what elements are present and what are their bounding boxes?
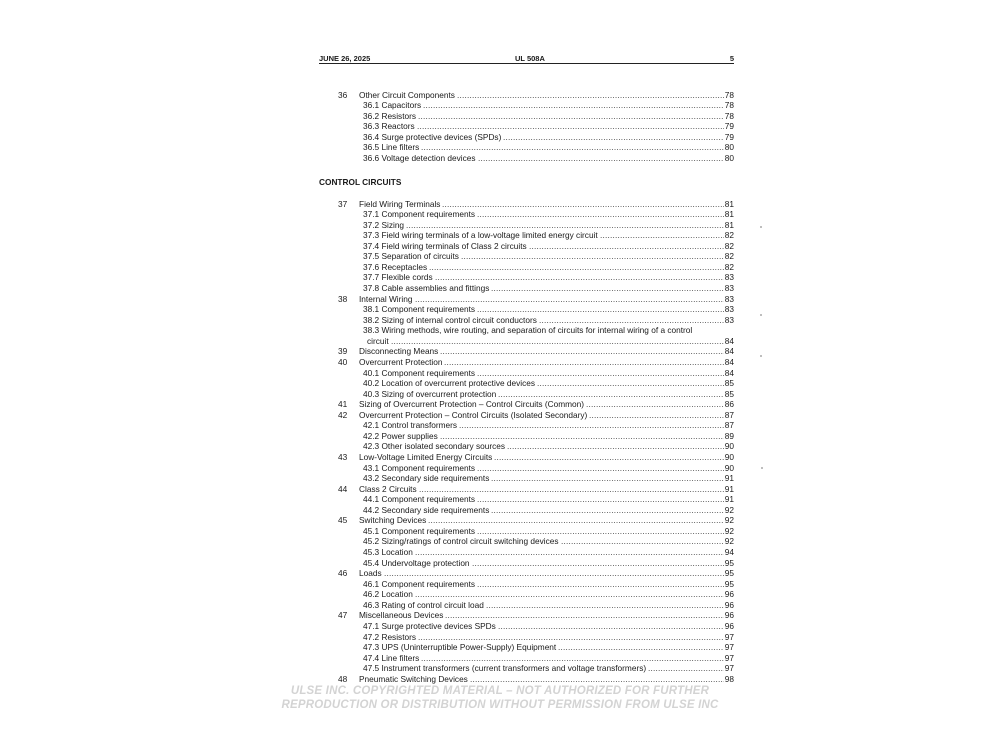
toc-leader-dots — [486, 600, 724, 611]
toc-entry-section — [319, 132, 734, 143]
toc-entry-section — [319, 389, 734, 400]
toc-entry-section — [319, 230, 734, 241]
toc-entry-chapter — [319, 294, 734, 305]
toc-entry-title: 36.4 Surge protective devices (SPDs) — [363, 131, 502, 142]
toc-entry-section — [319, 209, 734, 220]
toc-chapter-number: 39 — [338, 346, 348, 357]
toc-page-number: 78 — [724, 110, 734, 121]
toc-chapter-number: 48 — [338, 673, 348, 684]
toc-chapter-number: 38 — [338, 293, 348, 304]
toc-page-number: 83 — [724, 283, 734, 293]
toc-leader-dots — [428, 515, 724, 526]
section-heading: CONTROL CIRCUITS — [319, 177, 402, 187]
toc-entry-title: 38.3 Wiring methods, wire routing, and separation of circuits for internal wiring of a control — [363, 325, 693, 336]
toc-entry-chapter — [319, 515, 734, 526]
toc-chapter-number: 37 — [338, 198, 348, 209]
toc-page-number: 82 — [724, 230, 734, 241]
toc-entry-section — [319, 621, 734, 632]
toc-leader-dots — [415, 547, 724, 558]
toc-entry-chapter — [319, 674, 734, 685]
watermark-line-1: ULSE INC. COPYRIGHTED MATERIAL – NOT AUTHORIZED FOR FURTHER — [290, 685, 710, 697]
toc-leader-dots — [491, 473, 724, 484]
toc-leader-dots — [507, 441, 724, 452]
toc-page-number: 97 — [724, 663, 734, 674]
toc-entry-section — [319, 378, 734, 389]
toc-entry-section — [319, 642, 734, 653]
toc-page-number: 97 — [724, 652, 734, 663]
toc-entry-section — [319, 632, 734, 643]
scan-speck — [760, 314, 762, 316]
toc-chapter-number: 43 — [338, 451, 348, 462]
toc-page-number: 82 — [724, 251, 734, 262]
toc-entry-title: 46.1 Component requirements — [363, 578, 476, 589]
toc-chapter-number: 47 — [338, 610, 348, 621]
toc-leader-dots — [477, 304, 724, 315]
toc-entry-section — [319, 304, 734, 315]
toc-page-number: 85 — [724, 378, 734, 388]
toc-page-number: 95 — [724, 578, 734, 589]
toc-entry-title: 46.2 Location — [363, 589, 413, 600]
header-rule — [319, 63, 734, 64]
scan-speck — [761, 467, 763, 469]
toc-page-number: 92 — [724, 536, 734, 547]
toc-entry-chapter — [319, 610, 734, 621]
toc-entry-section — [319, 100, 734, 111]
toc-leader-dots — [417, 121, 724, 132]
toc-page-number: 83 — [724, 272, 734, 283]
toc-leader-dots — [435, 272, 724, 283]
toc-entry-section — [319, 272, 734, 283]
toc-page-number: 87 — [724, 409, 734, 420]
toc-entry-title: 45.2 Sizing/ratings of control circuit switching devices — [363, 536, 559, 547]
toc-leader-dots — [491, 283, 724, 294]
header-date: JUNE 26, 2025 — [319, 54, 371, 63]
toc-entry-section — [319, 262, 734, 273]
toc-leader-dots — [418, 111, 724, 122]
toc-entry-title: 45.1 Component requirements — [363, 525, 476, 536]
toc-entry-title: 42.2 Power supplies — [363, 430, 438, 441]
toc-entry-chapter — [319, 346, 734, 357]
toc-leader-dots — [470, 674, 724, 685]
toc-entry-section — [319, 325, 734, 336]
toc-page-number: 83 — [724, 293, 734, 304]
toc-entry-section — [319, 600, 734, 611]
toc-page-number: 82 — [724, 240, 734, 251]
toc-chapter-number: 40 — [338, 356, 348, 367]
toc-leader-dots — [423, 100, 724, 111]
toc-entry-section — [319, 653, 734, 664]
toc-page-number: 79 — [724, 121, 734, 132]
toc-entry-title: circuit — [367, 335, 389, 346]
toc-leader-dots — [589, 410, 724, 421]
toc-page-number: 81 — [724, 198, 734, 209]
toc-entry-title: Overcurrent Protection — [359, 356, 443, 367]
toc-entry-title: Overcurrent Protection – Control Circuits (Isolated Secondary) — [359, 409, 588, 420]
toc-page-number: 91 — [724, 494, 734, 505]
toc-chapter-number: 36 — [338, 89, 348, 100]
toc-leader-dots — [415, 589, 724, 600]
toc-entry-title: 47.2 Resistors — [363, 631, 417, 642]
toc-entry-section — [319, 558, 734, 569]
toc-page-number: 81 — [724, 209, 734, 220]
toc-page-number: 95 — [724, 568, 734, 579]
toc-page-number: 90 — [724, 462, 734, 473]
toc-entry-title: 46.3 Rating of control circuit load — [363, 599, 484, 610]
toc-page-number: 97 — [724, 631, 734, 642]
toc-entry-section — [319, 241, 734, 252]
toc-entry-title: 45.4 Undervoltage protection — [363, 557, 470, 568]
toc-entry-title: Internal Wiring — [359, 293, 413, 304]
toc-leader-dots — [498, 389, 724, 400]
toc-entry-title: Miscellaneous Devices — [359, 610, 444, 621]
toc-entry-title: 37.6 Receptacles — [363, 261, 428, 272]
toc-entry-title: 40.3 Sizing of overcurrent protection — [363, 388, 497, 399]
toc-entry-title: 36.1 Capacitors — [363, 100, 422, 111]
toc-entry-chapter — [319, 357, 734, 368]
toc-page-number: 98 — [724, 673, 734, 684]
toc-entry-title: Class 2 Circuits — [359, 483, 417, 494]
toc-entry-chapter — [319, 568, 734, 579]
toc-entry-title: 38.1 Component requirements — [363, 304, 476, 315]
toc-leader-dots — [648, 663, 724, 674]
toc-entry-section — [319, 663, 734, 674]
toc-page-number: 83 — [724, 314, 734, 325]
toc-entry-title: 43.2 Secondary side requirements — [363, 473, 490, 484]
toc-leader-dots — [415, 294, 724, 305]
toc-chapter-number: 46 — [338, 568, 348, 579]
toc-chapter-number: 45 — [338, 515, 348, 526]
header-page-number: 5 — [729, 54, 734, 63]
toc-leader-dots — [477, 209, 724, 220]
toc-entry-title: 37.8 Cable assemblies and fittings — [363, 283, 490, 293]
toc-page-number: 84 — [724, 346, 734, 357]
toc-page-number: 80 — [724, 152, 734, 163]
toc-entry-section — [319, 547, 734, 558]
toc-entry-title: Switching Devices — [359, 515, 427, 526]
toc-leader-dots — [445, 610, 724, 621]
toc-leader-dots — [558, 642, 724, 653]
toc-entry-chapter — [319, 484, 734, 495]
toc-page-number: 78 — [724, 100, 734, 111]
toc-entry-section — [319, 473, 734, 484]
toc-leader-dots — [477, 463, 724, 474]
toc-leader-dots — [461, 251, 724, 262]
toc-page-number: 84 — [724, 335, 734, 346]
toc-entry-section — [319, 283, 734, 294]
toc-leader-dots — [491, 505, 724, 516]
toc-leader-dots — [494, 452, 724, 463]
toc-entry-title: 40.2 Location of overcurrent protective devices — [363, 378, 536, 388]
toc-page-number: 97 — [724, 642, 734, 652]
toc-leader-dots — [498, 621, 724, 632]
toc-leader-dots — [429, 262, 724, 273]
toc-page-number: 87 — [724, 420, 734, 431]
toc-leader-dots — [419, 484, 724, 495]
toc-entry-section — [319, 251, 734, 262]
toc-entry-title: 44.2 Secondary side requirements — [363, 504, 490, 515]
toc-entry-section — [319, 121, 734, 132]
toc-entry-section — [319, 111, 734, 122]
toc-entry-title: 40.1 Component requirements — [363, 367, 476, 378]
toc-entry-section — [319, 142, 734, 153]
toc-leader-dots — [477, 579, 724, 590]
toc-entry-title: 36.2 Resistors — [363, 110, 417, 121]
toc-entry-section — [319, 368, 734, 379]
toc-leader-dots — [478, 153, 724, 164]
toc-page-number: 96 — [724, 599, 734, 610]
toc-entry-title: 36.3 Reactors — [363, 121, 415, 132]
toc-leader-dots — [457, 90, 724, 101]
toc-entry-section — [319, 505, 734, 516]
toc-entry-title: Other Circuit Components — [359, 89, 455, 100]
toc-entry-title: 42.1 Control transformers — [363, 420, 458, 431]
toc-entry-title: 47.4 Line filters — [363, 652, 420, 663]
scan-speck — [760, 355, 762, 357]
toc-leader-dots — [537, 378, 724, 389]
toc-page-number: 95 — [724, 557, 734, 568]
toc-entry-title: 37.1 Component requirements — [363, 209, 476, 220]
toc-entry-title: Pneumatic Switching Devices — [359, 673, 468, 684]
toc-entry-title: 38.2 Sizing of internal control circuit conductors — [363, 314, 537, 325]
toc-leader-dots — [539, 315, 724, 326]
toc-entry-chapter — [319, 410, 734, 421]
toc-page-number: 92 — [724, 525, 734, 536]
toc-leader-dots — [421, 142, 724, 153]
toc-leader-dots — [600, 230, 724, 241]
toc-entry-title: 42.3 Other isolated secondary sources — [363, 441, 506, 452]
toc-page-number: 92 — [724, 504, 734, 515]
toc-entry-section — [319, 431, 734, 442]
toc-entry-title: 37.3 Field wiring terminals of a low-voltage limited energy circuit — [363, 230, 598, 241]
toc-page-number: 86 — [724, 399, 734, 410]
toc-entry-title: Loads — [359, 568, 382, 579]
toc-entry-section — [319, 441, 734, 452]
toc-entry-title: Sizing of Overcurrent Protection – Control Circuits (Common) — [359, 399, 585, 410]
toc-entry-chapter — [319, 399, 734, 410]
toc-entry-section — [319, 463, 734, 474]
toc-page-number: 94 — [724, 547, 734, 557]
watermark-line-2: REPRODUCTION OR DISTRIBUTION WITHOUT PERMISSION FROM ULSE INC — [281, 699, 719, 711]
toc-page-number: 79 — [724, 131, 734, 142]
toc-page-number: 96 — [724, 610, 734, 621]
toc-page-number: 91 — [724, 473, 734, 484]
toc-page-number: 90 — [724, 451, 734, 462]
toc-leader-dots — [442, 199, 724, 210]
toc-leader-dots — [477, 494, 724, 505]
toc-entry-section — [319, 589, 734, 600]
toc-entry-section — [319, 336, 734, 347]
toc-leader-dots — [459, 420, 724, 431]
toc-entry-title: Disconnecting Means — [359, 346, 439, 357]
toc-leader-dots — [477, 368, 724, 379]
toc-leader-dots — [561, 536, 724, 547]
toc-entry-section — [319, 526, 734, 537]
toc-entry-chapter — [319, 199, 734, 210]
toc-entry-title: 47.3 UPS (Uninterruptible Power-Supply) Equipment — [363, 642, 557, 652]
toc-leader-dots — [586, 399, 724, 410]
toc-entry-section — [319, 536, 734, 547]
toc-entry-title: 47.1 Surge protective devices SPDs — [363, 620, 496, 631]
toc-page-number: 96 — [724, 620, 734, 631]
toc-entry-title: 36.5 Line filters — [363, 142, 420, 153]
scan-speck — [760, 226, 762, 228]
toc-entry-section — [319, 494, 734, 505]
toc-entry-title: 37.2 Sizing — [363, 219, 405, 230]
toc-entry-section — [319, 420, 734, 431]
toc-leader-dots — [384, 568, 724, 579]
toc-page-number: 85 — [724, 388, 734, 399]
toc-entry-title: 45.3 Location — [363, 547, 413, 557]
toc-page-number: 96 — [724, 589, 734, 600]
toc-page-number: 90 — [724, 441, 734, 452]
toc-leader-dots — [440, 346, 724, 357]
toc-leader-dots — [529, 241, 724, 252]
toc-page-number: 89 — [724, 430, 734, 441]
toc-page-number: 92 — [724, 515, 734, 526]
toc-leader-dots — [503, 132, 724, 143]
toc-page-number: 84 — [724, 367, 734, 378]
toc-entry-section — [319, 579, 734, 590]
toc-leader-dots — [440, 431, 724, 442]
header-standard: UL 508A — [515, 54, 545, 63]
toc-leader-dots — [421, 653, 724, 664]
toc-entry-title: 37.7 Flexible cords — [363, 272, 433, 283]
toc-leader-dots — [418, 632, 724, 643]
toc-page-number: 81 — [724, 219, 734, 230]
toc-chapter-number: 42 — [338, 409, 348, 420]
toc-leader-dots — [391, 336, 724, 347]
toc-leader-dots — [406, 220, 724, 231]
toc-page-number: 91 — [724, 483, 734, 494]
toc-entry-section — [319, 220, 734, 231]
toc-entry-title: 36.6 Voltage detection devices — [363, 152, 476, 163]
toc-page-number: 82 — [724, 261, 734, 272]
toc-chapter-number: 44 — [338, 483, 348, 494]
toc-chapter-number: 41 — [338, 399, 348, 410]
toc-page-number: 80 — [724, 142, 734, 153]
toc-leader-dots — [472, 558, 724, 569]
toc-entry-title: 37.5 Separation of circuits — [363, 251, 459, 262]
toc-page-number: 78 — [724, 89, 734, 100]
toc-entry-title: 37.4 Field wiring terminals of Class 2 circuits — [363, 240, 527, 251]
toc-entry-section — [319, 153, 734, 164]
toc-entry-title: 44.1 Component requirements — [363, 494, 476, 505]
toc-page-number: 84 — [724, 356, 734, 367]
toc-entry-chapter — [319, 452, 734, 463]
toc-entry-title: Low-Voltage Limited Energy Circuits — [359, 451, 493, 462]
toc-page-number: 83 — [724, 304, 734, 315]
toc-leader-dots — [477, 526, 724, 537]
toc-entry-title: 47.5 Instrument transformers (current transformers and voltage transformers) — [363, 663, 647, 674]
toc-leader-dots — [444, 357, 724, 368]
toc-entry-title: Field Wiring Terminals — [359, 198, 441, 209]
toc-entry-chapter — [319, 90, 734, 101]
toc-entry-title: 43.1 Component requirements — [363, 462, 476, 473]
toc-entry-section — [319, 315, 734, 326]
